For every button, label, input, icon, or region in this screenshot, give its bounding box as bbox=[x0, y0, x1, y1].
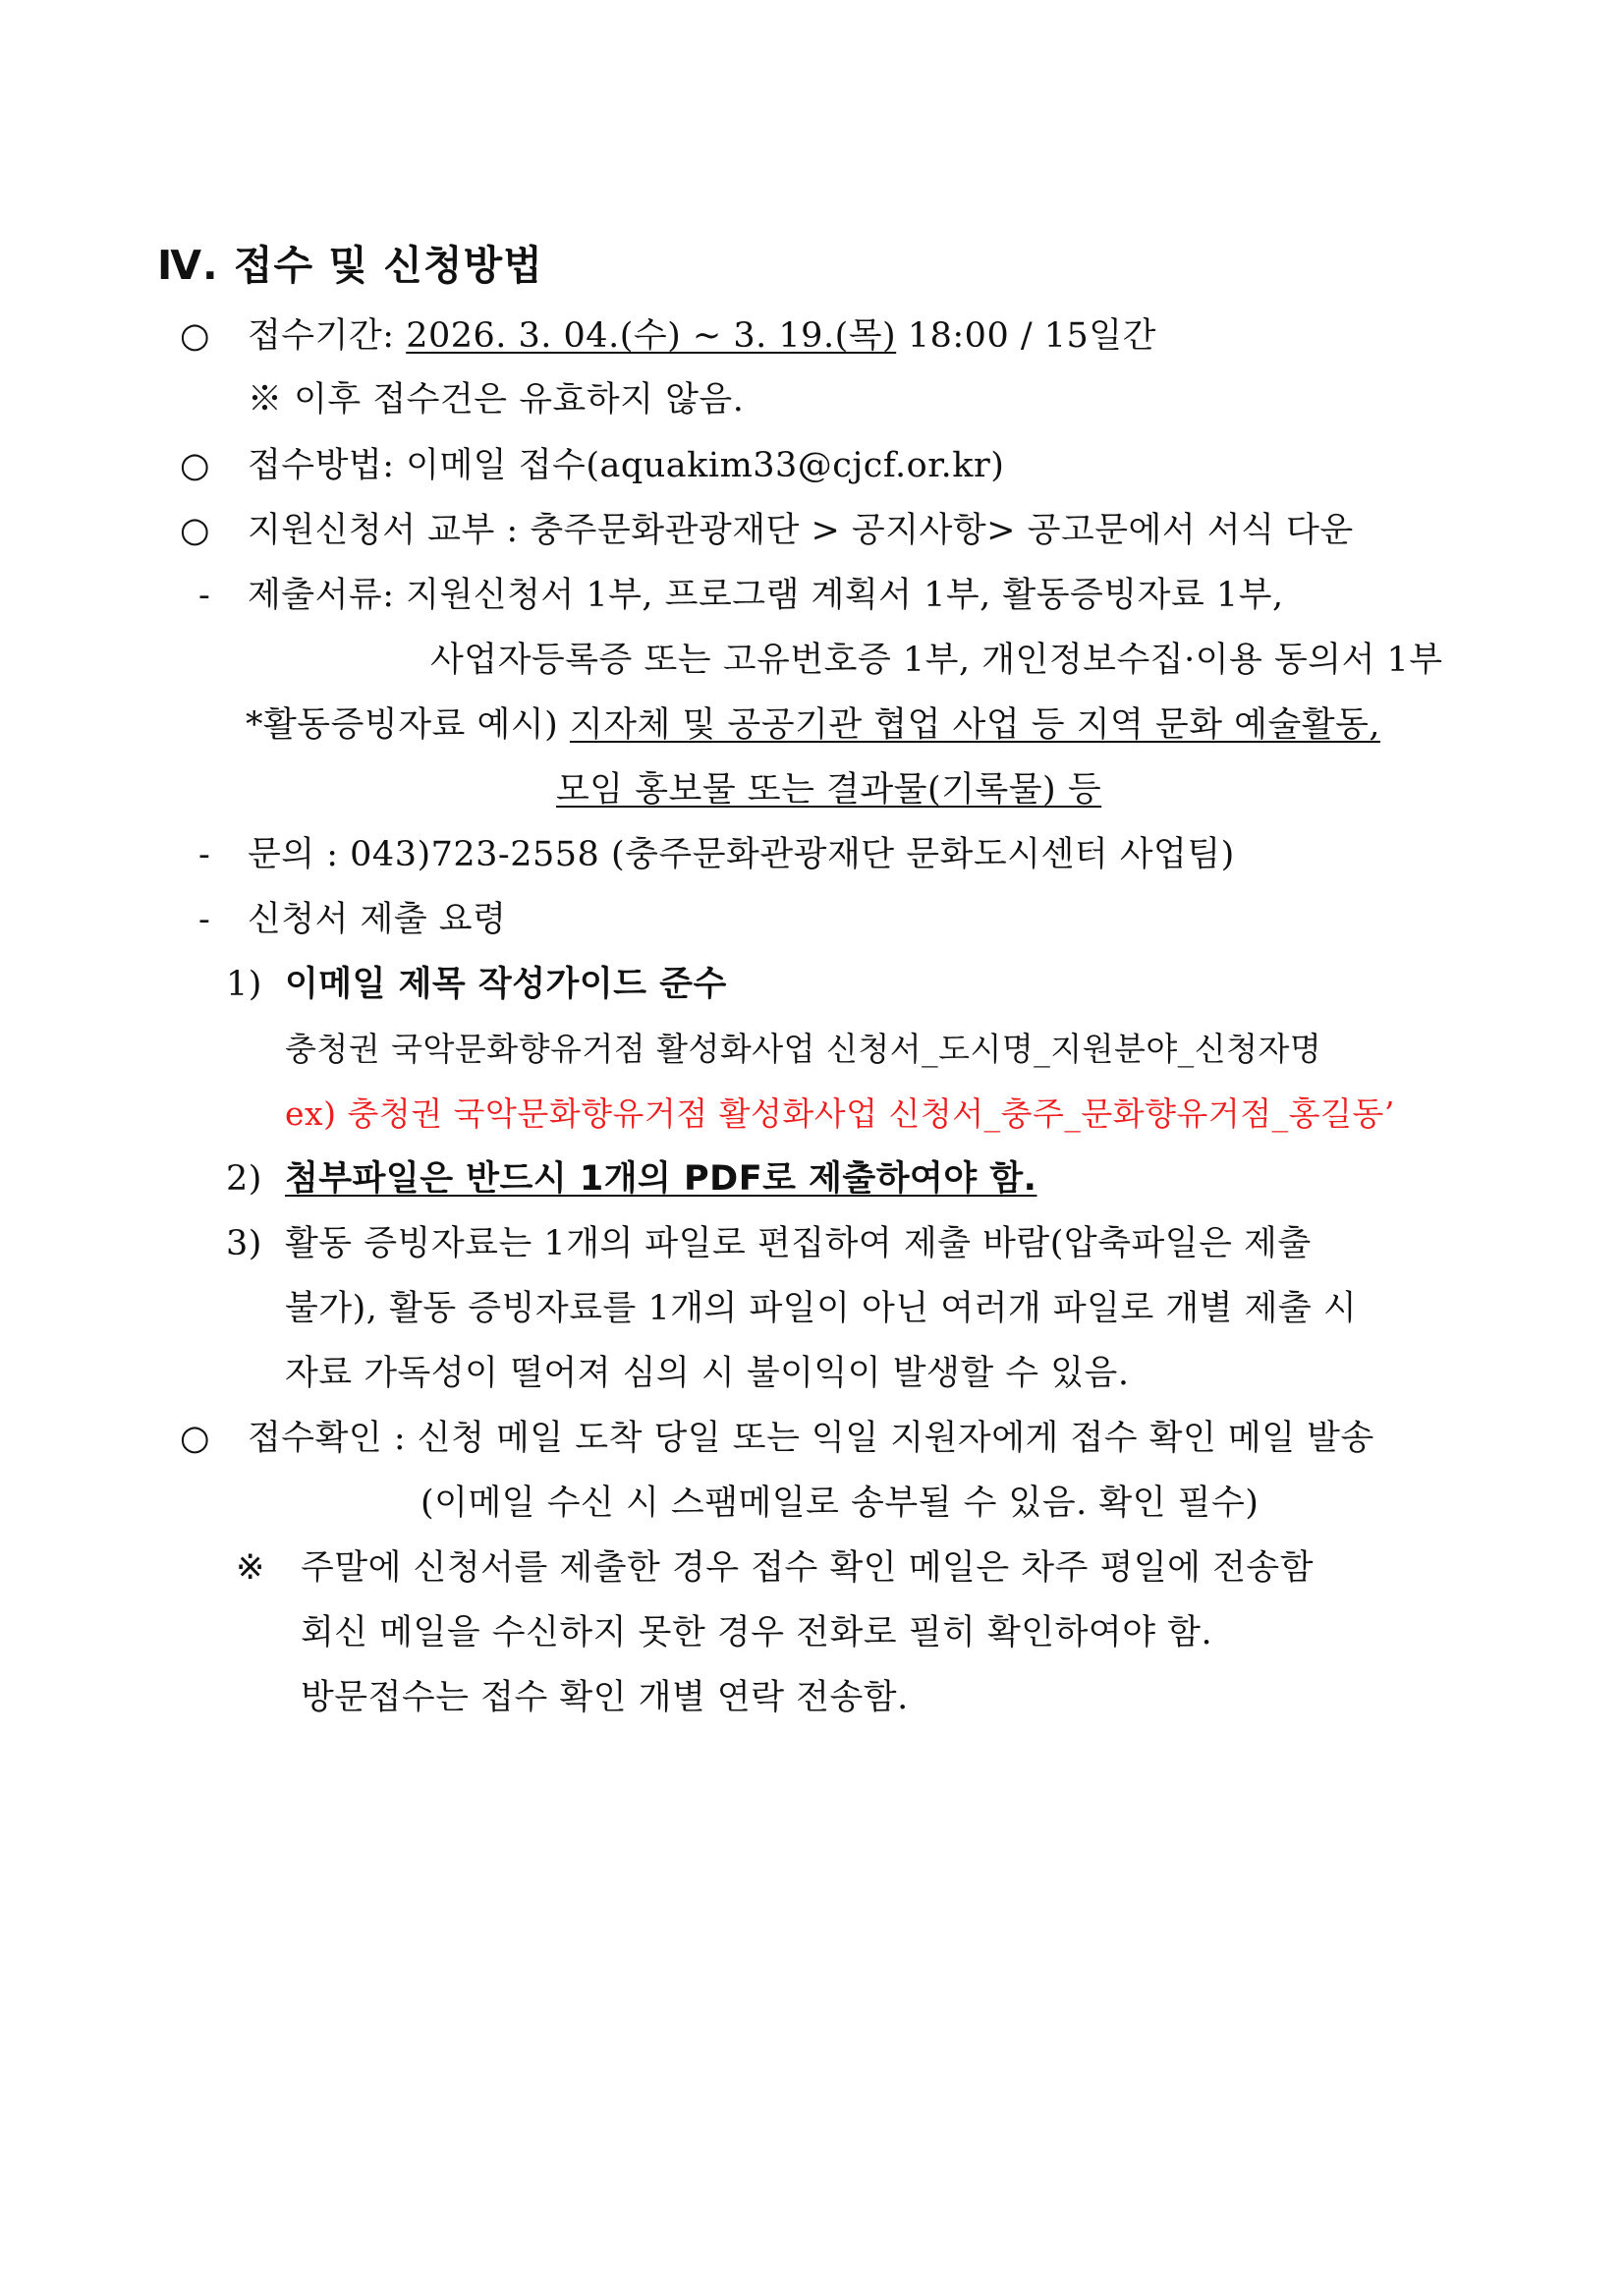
guide-heading: 신청서 제출 요령 bbox=[248, 900, 507, 939]
bullet-dash: - bbox=[198, 900, 211, 939]
period-line bbox=[248, 314, 1156, 358]
form-line: 지원신청서 교부 : 충주문화관광재단 > 공지사항> 공고문에서 서식 다운 bbox=[248, 511, 1354, 550]
confirm-line-1: 접수확인 : 신청 메일 도착 당일 또는 익일 지원자에게 접수 확인 메일 발송 bbox=[248, 1419, 1374, 1458]
period-rest: 18:00 / 15일간 bbox=[907, 316, 1156, 356]
section-title: Ⅳ. 접수 및 신청방법 bbox=[157, 242, 543, 289]
notes-line-1: 주말에 신청서를 제출한 경우 접수 확인 메일은 차주 평일에 전송함 bbox=[301, 1548, 1315, 1588]
period-dates: 2026. 3. 04.(수) ~ 3. 19.(목) bbox=[406, 316, 897, 356]
method-line: 접수방법: 이메일 접수(aquakim33@cjcf.or.kr) bbox=[248, 446, 1005, 485]
guide-item2-text: 첨부파일은 반드시 1개의 PDF로 제출하여야 함. bbox=[285, 1159, 1037, 1199]
bullet-dash: - bbox=[198, 576, 211, 615]
note-mark: ※ bbox=[236, 1548, 265, 1588]
guide-item3-line-3: 자료 가독성이 떨어져 심의 시 불이익이 발생할 수 있음. bbox=[285, 1354, 1130, 1393]
docs-line-1: 제출서류: 지원신청서 1부, 프로그램 계획서 1부, 활동증빙자료 1부, bbox=[248, 576, 1284, 615]
period-label: 접수기간: bbox=[248, 316, 395, 356]
bullet-circle: ○ bbox=[180, 446, 211, 485]
guide-item1-example: ex) 충청권 국악문화향유거점 활성화사업 신청서_충주_문화향유거점_홍길동’ bbox=[285, 1094, 1395, 1133]
guide-item3-line-2: 불가), 활동 증빙자료를 1개의 파일이 아닌 여러개 파일로 개별 제출 시 bbox=[285, 1289, 1358, 1328]
guide-item1-format: 충청권 국악문화향유거점 활성화사업 신청서_도시명_지원분야_신청자명 bbox=[285, 1030, 1322, 1068]
inquiry-line: 문의 : 043)723-2558 (충주문화관광재단 문화도시센터 사업팀) bbox=[248, 835, 1235, 874]
bullet-circle: ○ bbox=[180, 511, 211, 550]
guide-item3-num: 3) bbox=[226, 1224, 262, 1263]
docs-example-line bbox=[246, 703, 1380, 747]
confirm-line-2: (이메일 수신 시 스팸메일로 송부될 수 있음. 확인 필수) bbox=[420, 1484, 1260, 1523]
docs-line-2: 사업자등록증 또는 고유번호증 1부, 개인정보수집·이용 동의서 1부 bbox=[430, 641, 1443, 680]
docs-example-1: 지자체 및 공공기관 협업 사업 등 지역 문화 예술활동, bbox=[569, 705, 1381, 745]
docs-example-label: *활동증빙자료 예시) bbox=[246, 705, 559, 745]
guide-item1-title: 이메일 제목 작성가이드 준수 bbox=[285, 965, 727, 1004]
notes-line-2: 회신 메일을 수신하지 못한 경우 전화로 필히 확인하여야 함. bbox=[301, 1613, 1213, 1652]
notes-line-3: 방문접수는 접수 확인 개별 연락 전송함. bbox=[301, 1678, 909, 1717]
bullet-circle: ○ bbox=[180, 316, 211, 356]
guide-item2-num: 2) bbox=[226, 1159, 262, 1199]
guide-item3-line-1: 활동 증빙자료는 1개의 파일로 편집하여 제출 바람(압축파일은 제출 bbox=[285, 1224, 1312, 1263]
bullet-dash: - bbox=[198, 835, 211, 874]
docs-example-2: 모임 홍보물 또는 결과물(기록물) 등 bbox=[556, 770, 1102, 810]
period-note: ※ 이후 접수건은 유효하지 않음. bbox=[248, 380, 745, 420]
bullet-circle: ○ bbox=[180, 1419, 211, 1458]
guide-item1-num: 1) bbox=[226, 965, 262, 1004]
